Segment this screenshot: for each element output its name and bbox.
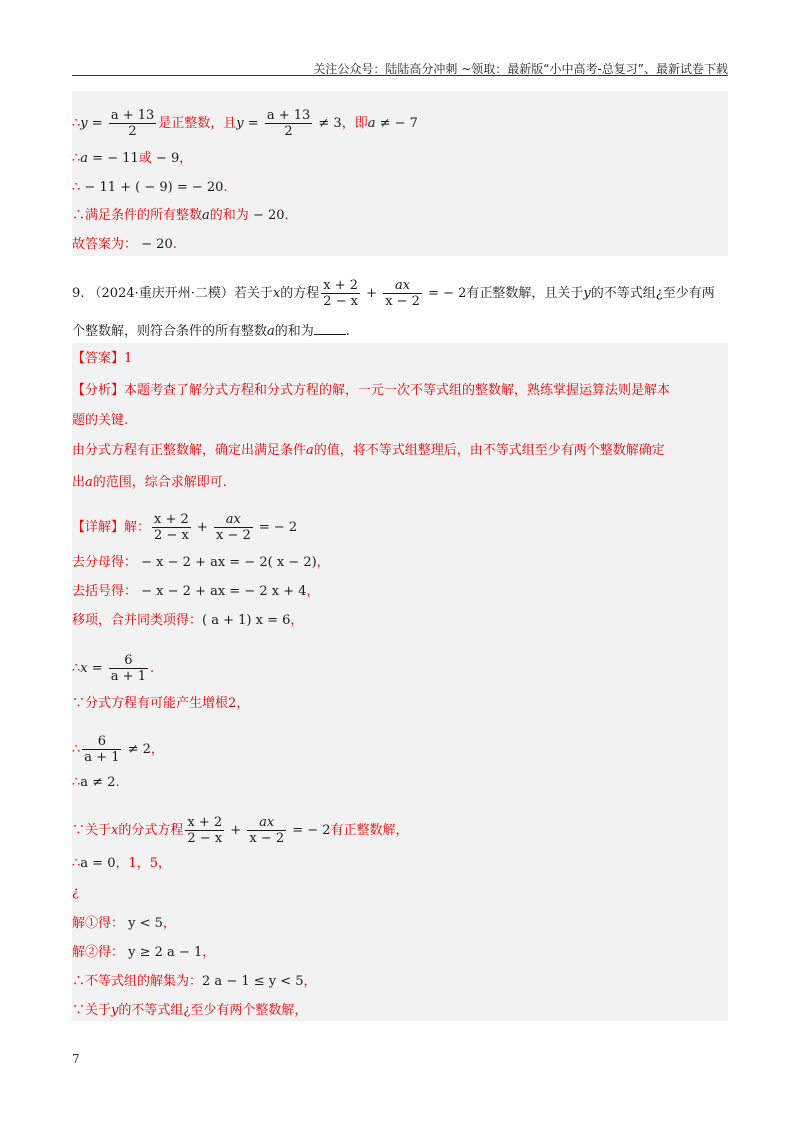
step-3: 移项，合并同类项得：( a + 1) x = 6，	[72, 613, 304, 628]
detail-line: 【详解】解： $\frac{x + 2}{2 - x}$ + $\frac{ax}{x - 2}$ = − 2	[72, 512, 298, 543]
fraction: $\frac{a + 13}{2}$	[110, 108, 155, 139]
step-9: ∴a = 0，1，5，	[72, 856, 172, 871]
question-line-1: 9. （2024·重庆开州·二模）若关于x的方程 $\frac{x + 2}{2 - x}$ + $\frac{ax}{x - 2}$ = − 2有正整数解，且关于y的不等式组¿至少有两	[72, 278, 715, 309]
question-line-2: 个整数解，则符合条件的所有整数a的和为 .	[72, 324, 350, 339]
step-13: ∴不等式组的解集为：2 a − 1 ≤ y < 5，	[72, 974, 317, 989]
step-12: 解②得： y ≥ 2 a − 1，	[72, 945, 216, 960]
analysis-line-2: 题的关键.	[72, 413, 129, 428]
fraction: $\frac{a + 13}{2}$	[266, 108, 311, 139]
fraction: $\frac{x + 2}{2 - x}$	[323, 278, 359, 309]
answer-line: 【答案】1	[72, 351, 133, 366]
prev-line-1: ∴y = $\frac{a + 13}{2}$ 是正整数，且y = $\frac{a + 13}{2}$ ≠ 3，即a ≠ − 7	[72, 108, 418, 139]
prev-line-2: ∴a = − 11或 − 9，	[72, 151, 193, 166]
fraction: $\frac{x + 2}{2 - x}$	[187, 815, 223, 846]
fraction: $\frac{6}{a + 1}$	[84, 734, 120, 765]
fraction: $\frac{ax}{x - 2}$	[249, 815, 285, 846]
prev-line-5: 故答案为： − 20.	[72, 237, 177, 252]
step-11: 解①得： y < 5，	[72, 916, 176, 931]
step-7: ∴a ≠ 2.	[72, 775, 120, 790]
step-1: 去分母得： − x − 2 + ax = − 2( x − 2)，	[72, 555, 330, 570]
fraction: $\frac{ax}{x - 2}$	[215, 512, 251, 543]
fraction: $\frac{6}{a + 1}$	[110, 653, 146, 684]
step-5: ∵分式方程有可能产生增根2，	[72, 696, 250, 711]
fraction: $\frac{x + 2}{2 - x}$	[154, 512, 189, 543]
header-divider	[72, 75, 728, 76]
step-8: ∵关于x的分式方程 $\frac{x + 2}{2 - x}$ + $\frac{ax}{x - 2}$ = − 2有正整数解，	[72, 815, 409, 846]
step-10: ¿	[72, 885, 79, 900]
step-2: 去括号得： − x − 2 + ax = − 2 x + 4，	[72, 584, 320, 599]
page-number: 7	[72, 1052, 80, 1066]
page-header: 关注公众号：陆陆高分冲刺 ~领取：最新版“小中高考-总复习”、最新试卷下载	[313, 62, 728, 76]
answer-blank	[314, 322, 346, 335]
analysis-line-1: 【分析】本题考查了解分式方程和分式方程的解，一元一次不等式组的整数解，熟练掌握运算法则是解本	[72, 383, 671, 398]
fraction: $\frac{ax}{x - 2}$	[385, 278, 420, 309]
prev-line-3: ∴ − 11 + ( − 9) = − 20.	[72, 180, 228, 195]
step-6: ∴ $\frac{6}{a + 1}$ ≠ 2，	[72, 734, 164, 765]
prev-line-4: ∴满足条件的所有整数a的和为 − 20.	[72, 208, 289, 223]
step-14: ∵关于y的不等式组¿至少有两个整数解，	[72, 1003, 308, 1018]
analysis-line-3: 由分式方程有正整数解，确定出满足条件a的值，将不等式组整理后，由不等式组至少有两个整数解确定	[72, 443, 665, 458]
step-4: ∴x = $\frac{6}{a + 1}$ .	[72, 653, 155, 684]
analysis-line-4: 出a的范围，综合求解即可.	[72, 475, 227, 490]
